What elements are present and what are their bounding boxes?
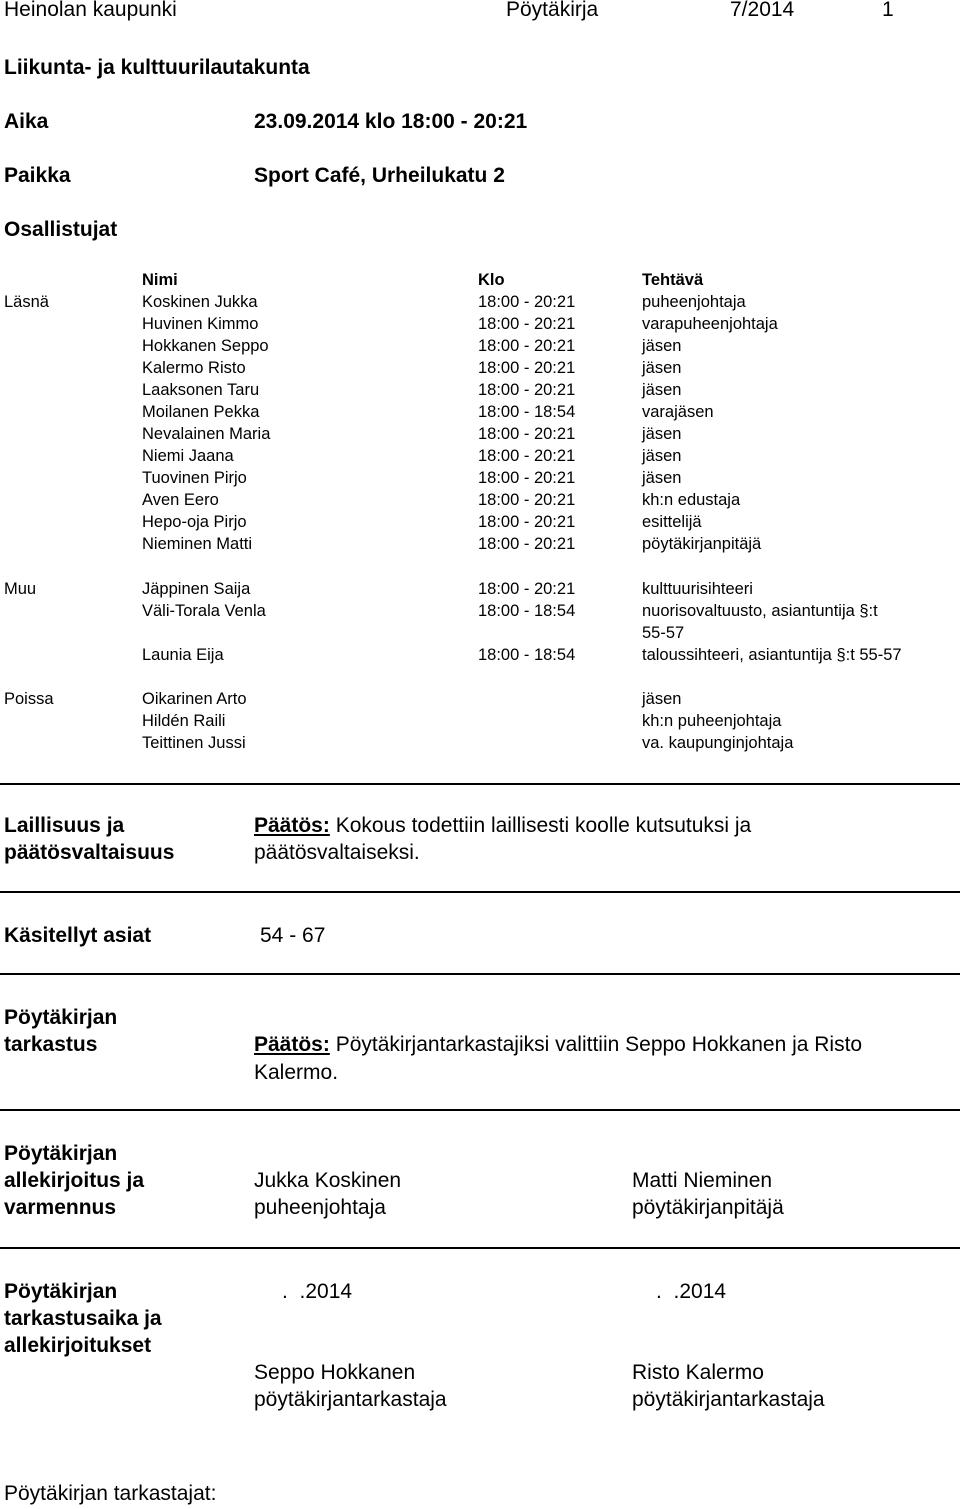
signing-label-line3: varmennus [4, 1196, 117, 1219]
participant-role: kh:n puheenjohtaja [642, 712, 782, 730]
participant-time: 18:00 - 18:54 [478, 646, 576, 664]
participant-time: 18:00 - 20:21 [478, 535, 576, 553]
checking-date-1: . .2014 [282, 1280, 353, 1303]
participant-name: Huvinen Kimmo [142, 315, 259, 333]
checking-label-line3: allekirjoitukset [4, 1334, 152, 1357]
organization-name: Heinolan kaupunki [4, 0, 177, 21]
participant-role: pöytäkirjanpitäjä [642, 535, 762, 553]
table-row [0, 315, 960, 337]
column-header-role: Tehtävä [642, 271, 704, 289]
decision-label: Päätös: [254, 1033, 330, 1056]
participant-role-continued: 55-57 [642, 624, 685, 642]
document-number: 7/2014 [730, 0, 795, 21]
checker-1-name: Seppo Hokkanen [254, 1361, 416, 1384]
participant-role: jäsen [642, 337, 682, 355]
table-row [0, 580, 960, 602]
legality-label-line1: Laillisuus ja [4, 814, 125, 837]
participants-label: Osallistujat [4, 218, 118, 241]
table-row [0, 646, 960, 668]
participant-time: 18:00 - 20:21 [478, 425, 576, 443]
checking-label-line1: Pöytäkirjan [4, 1280, 118, 1303]
participant-name: Jäppinen Saija [142, 580, 251, 598]
participant-role: jäsen [642, 690, 682, 708]
checker-2-role: pöytäkirjantarkastaja [632, 1388, 825, 1411]
participant-role: jäsen [642, 447, 682, 465]
participant-role: va. kaupunginjohtaja [642, 734, 794, 752]
time-label: Aika [4, 110, 49, 133]
participant-time: 18:00 - 20:21 [478, 580, 576, 598]
participant-role: esittelijä [642, 513, 702, 531]
table-row [0, 712, 960, 734]
table-row [0, 602, 960, 624]
page-number: 1 [882, 0, 894, 21]
participant-role: puheenjohtaja [642, 293, 746, 311]
table-row [0, 624, 960, 646]
participant-time: 18:00 - 18:54 [478, 403, 576, 421]
place-value: Sport Café, Urheilukatu 2 [254, 164, 505, 187]
participant-role: varajäsen [642, 403, 714, 421]
table-row [0, 535, 960, 557]
participant-name: Hepo-oja Pirjo [142, 513, 247, 531]
participant-role: varapuheenjohtaja [642, 315, 778, 333]
table-row [0, 293, 960, 315]
participant-role: taloussihteeri, asiantuntija §:t 55-57 [642, 646, 902, 664]
participant-name: Niemi Jaana [142, 447, 234, 465]
column-header-time: Klo [478, 271, 505, 289]
table-row [0, 690, 960, 712]
participant-time: 18:00 - 20:21 [478, 469, 576, 487]
section-divider [0, 1109, 960, 1111]
column-header-name: Nimi [142, 271, 178, 289]
group-label-other: Muu [4, 580, 37, 598]
legality-decision [254, 814, 751, 838]
handled-items-label: Käsitellyt asiat [4, 924, 152, 947]
document-type: Pöytäkirja [506, 0, 599, 21]
signing-label-line1: Pöytäkirjan [4, 1142, 118, 1165]
section-divider [0, 1247, 960, 1249]
group-label-absent: Poissa [4, 690, 54, 708]
participant-name: Hokkanen Seppo [142, 337, 269, 355]
participant-time: 18:00 - 20:21 [478, 315, 576, 333]
legality-label-line2: päätösvaltaisuus [4, 841, 175, 864]
participant-role: jäsen [642, 469, 682, 487]
participant-name: Teittinen Jussi [142, 734, 246, 752]
participant-name: Väli-Torala Venla [142, 602, 266, 620]
time-value: 23.09.2014 klo 18:00 - 20:21 [254, 110, 528, 133]
participant-role: jäsen [642, 381, 682, 399]
checking-date-2: . .2014 [656, 1280, 727, 1303]
participant-name: Laaksonen Taru [142, 381, 260, 399]
participant-time: 18:00 - 20:21 [478, 381, 576, 399]
footer-text: Pöytäkirjan tarkastajat: [4, 1482, 217, 1505]
decision-text: Kokous todettiin laillisesti koolle kutsutuksi ja [329, 814, 752, 837]
review-label-line2: tarkastus [4, 1033, 98, 1056]
section-divider [0, 783, 960, 785]
place-label: Paikka [4, 164, 71, 187]
signer-2-role: pöytäkirjanpitäjä [632, 1196, 784, 1219]
group-label-present: Läsnä [4, 293, 49, 311]
review-decision-line2: Kalermo. [254, 1061, 339, 1084]
participant-name: Nieminen Matti [142, 535, 253, 553]
section-divider [0, 891, 960, 893]
signer-1-role: puheenjohtaja [254, 1196, 386, 1219]
decision-text: Pöytäkirjantarkastajiksi valittiin Seppo Hokkanen ja Risto [329, 1033, 863, 1056]
participant-name: Koskinen Jukka [142, 293, 258, 311]
table-row [0, 513, 960, 535]
table-row [0, 469, 960, 491]
table-row [0, 734, 960, 756]
signer-1-name: Jukka Koskinen [254, 1169, 402, 1192]
table-row [0, 447, 960, 469]
signing-label-line2: allekirjoitus ja [4, 1169, 145, 1192]
participant-time: 18:00 - 18:54 [478, 602, 576, 620]
participant-role: jäsen [642, 359, 682, 377]
legality-decision-line2: päätösvaltaiseksi. [254, 841, 420, 864]
participant-time: 18:00 - 20:21 [478, 513, 576, 531]
participant-role: nuorisovaltuusto, asiantuntija §:t [642, 602, 878, 620]
participant-time: 18:00 - 20:21 [478, 447, 576, 465]
participant-role: kulttuurisihteeri [642, 580, 753, 598]
participant-name: Launia Eija [142, 646, 224, 664]
participant-time: 18:00 - 20:21 [478, 491, 576, 509]
participant-time: 18:00 - 20:21 [478, 359, 576, 377]
participant-name: Aven Eero [142, 491, 219, 509]
participant-name: Moilanen Pekka [142, 403, 260, 421]
signer-2-name: Matti Nieminen [632, 1169, 773, 1192]
table-row [0, 403, 960, 425]
participant-role: kh:n edustaja [642, 491, 741, 509]
participant-role: jäsen [642, 425, 682, 443]
participant-time: 18:00 - 20:21 [478, 337, 576, 355]
checking-label-line2: tarkastusaika ja [4, 1307, 162, 1330]
review-label-line1: Pöytäkirjan [4, 1006, 118, 1029]
committee-name: Liikunta- ja kulttuurilautakunta [4, 56, 310, 79]
checker-1-role: pöytäkirjantarkastaja [254, 1388, 447, 1411]
table-row [0, 491, 960, 513]
participant-name: Kalermo Risto [142, 359, 246, 377]
table-row [0, 381, 960, 403]
table-row [0, 359, 960, 381]
checker-2-name: Risto Kalermo [632, 1361, 764, 1384]
review-decision [254, 1033, 862, 1057]
participant-name: Tuovinen Pirjo [142, 469, 247, 487]
decision-label: Päätös: [254, 814, 330, 837]
participant-time: 18:00 - 20:21 [478, 293, 576, 311]
section-divider [0, 973, 960, 975]
participant-name: Hildén Raili [142, 712, 226, 730]
participant-name: Oikarinen Arto [142, 690, 247, 708]
table-row [0, 425, 960, 447]
participant-name: Nevalainen Maria [142, 425, 271, 443]
table-row [0, 337, 960, 359]
handled-items-value: 54 - 67 [260, 924, 326, 947]
